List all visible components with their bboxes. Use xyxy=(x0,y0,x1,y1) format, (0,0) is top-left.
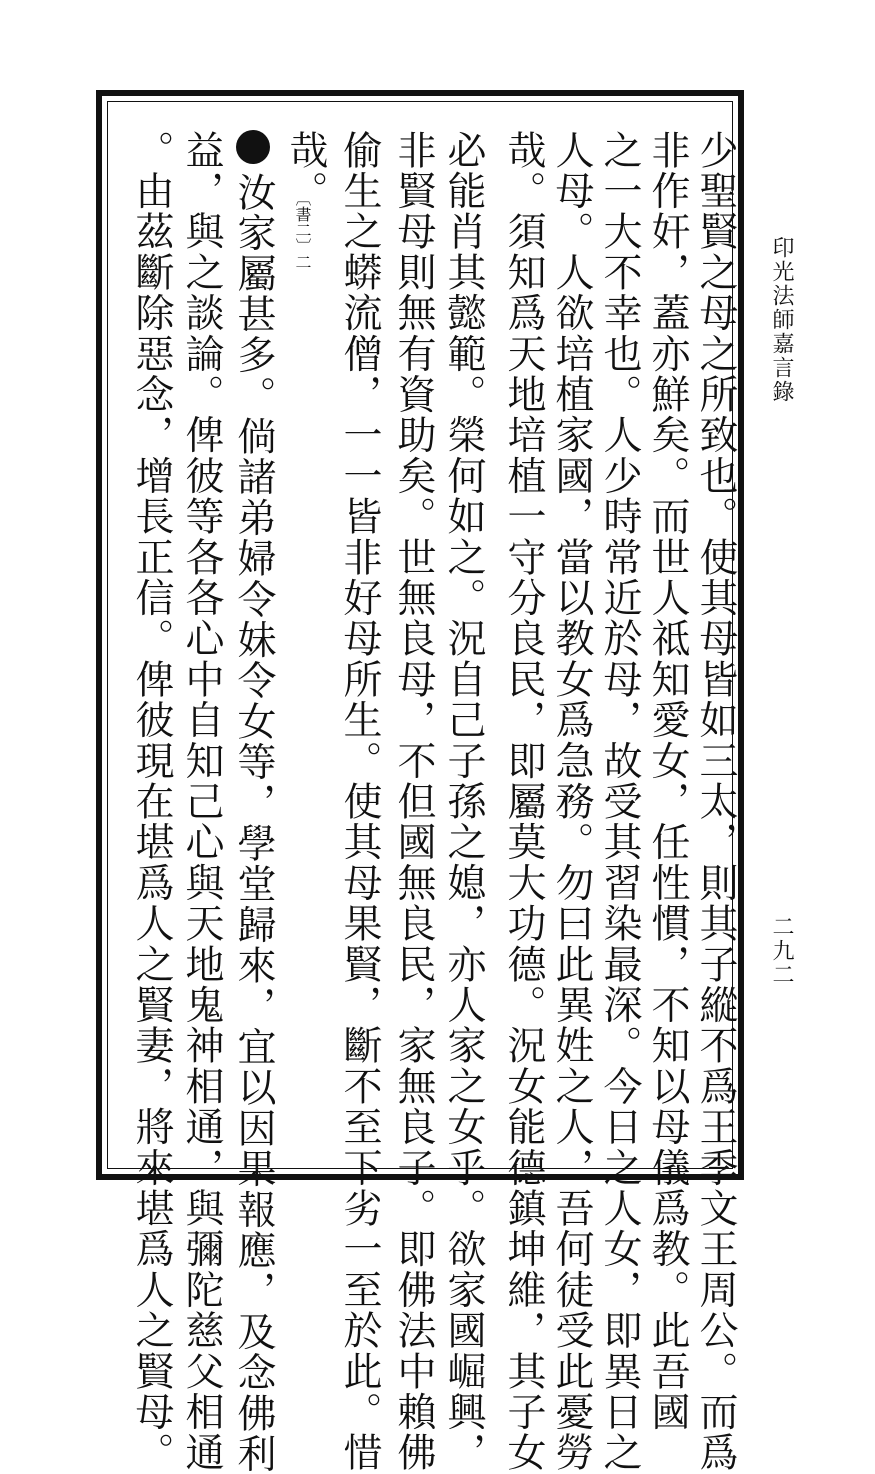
bullet-icon xyxy=(236,130,270,164)
text-column-5: 哉。須知爲天地培植一守分良民，即屬莫大功德。況女能德鎮坤維，其子女 xyxy=(501,130,546,1474)
text-column-1: 少聖賢之母之所致也。使其母皆如三太，則其子縱不爲王季文王周公。而爲 xyxy=(693,130,738,1474)
text-column-8: 偷生之蟒流僧，一一皆非好母所生。使其母果賢，斷不至下劣一至於此。惜 xyxy=(337,130,382,1474)
book-title: 印光法師嘉言錄 xyxy=(769,236,794,404)
text-column-10: 汝家屬甚多。倘諸弟婦令妹令女等，學堂歸來，宜以因果報應，及念佛利 xyxy=(231,172,276,1474)
text-column-9: 哉。 xyxy=(283,130,328,212)
text-column-7: 非賢母則無有資助矣。世無良母，不但國無良民，家無良子。即佛法中賴佛 xyxy=(391,130,436,1474)
text-column-2: 非作奸，蓋亦鮮矣。而世人祗知愛女，任性慣，不知以母儀爲教。此吾國 xyxy=(645,130,690,1433)
text-column-6: 必能肖其懿範。榮何如之。況自己子孫之媳，亦人家之女乎。欲家國崛興， xyxy=(441,130,486,1474)
text-column-12: 。由茲斷除惡念，增長正信。俾彼現在堪爲人之賢妻，將來堪爲人之賢母。 xyxy=(129,130,174,1474)
source-note: ︹書二︺二 xyxy=(293,190,312,270)
page-number: 二九二 xyxy=(769,915,794,987)
text-column-11: 益，與之談論。俾彼等各各心中自知己心與天地鬼神相通，與彌陀慈父相通 xyxy=(179,130,224,1474)
text-column-3: 之一大不幸也。人少時常近於母，故受其習染最深。今日之人女，即異日之 xyxy=(597,130,642,1474)
text-column-4: 人母。人欲培植家國，當以教女爲急務。勿曰此異姓之人，吾何徒受此憂勞 xyxy=(549,130,594,1474)
